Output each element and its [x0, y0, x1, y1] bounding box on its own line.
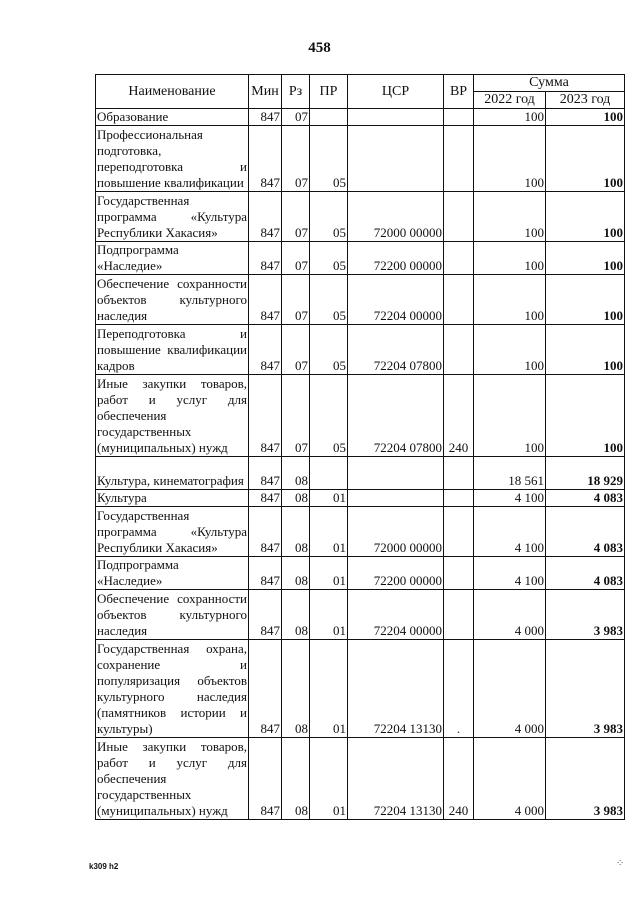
cell-2023: 3 983: [546, 640, 625, 738]
cell-csr: 72204 07800: [348, 325, 444, 375]
header-year-2022: 2022 год: [474, 92, 546, 109]
cell-name: Подпрограмма «Наследие»: [96, 557, 249, 590]
cell-name: Государственная программа «Культура Республики Хакасия»: [97, 193, 247, 240]
cell-2023: 100: [546, 242, 625, 275]
cell-2023: 100: [546, 375, 625, 457]
header-csr: ЦСР: [348, 75, 444, 109]
table-row: [96, 192, 625, 242]
header-vr: ВР: [444, 75, 474, 109]
cell-vr: [444, 126, 474, 192]
cell-vr: [444, 590, 474, 640]
table-row: [96, 590, 625, 640]
cell-rz: 08: [282, 557, 310, 590]
cell-2022: 4 000: [474, 640, 546, 738]
cell-pr: 01: [310, 640, 348, 738]
cell-vr: [444, 109, 474, 126]
cell-rz: 08: [282, 738, 310, 820]
cell-vr: [444, 507, 474, 557]
cell-2022: 100: [474, 275, 546, 325]
table-row: [96, 640, 625, 738]
cell-csr: 72204 00000: [348, 590, 444, 640]
cell-name: Образование: [96, 109, 249, 126]
cell-pr: [310, 109, 348, 126]
cell-csr: 72200 00000: [348, 557, 444, 590]
cell-2022: 18 561: [474, 457, 546, 490]
cell-2022: 100: [474, 242, 546, 275]
cell-vr: [444, 242, 474, 275]
cell-pr: 05: [310, 126, 348, 192]
cell-vr: [444, 275, 474, 325]
cell-pr: 01: [310, 557, 348, 590]
cell-rz: 07: [282, 109, 310, 126]
cell-rz: 07: [282, 192, 310, 242]
cell-name: Иные закупки товаров, работ и услуг для обеспечения государственных (муниципальных) нужд: [97, 739, 247, 818]
table-row: [96, 457, 625, 490]
cell-2023: 100: [546, 109, 625, 126]
cell-2022: 100: [474, 325, 546, 375]
cell-2022: 4 100: [474, 490, 546, 507]
page-number: 458: [308, 40, 331, 56]
cell-2022: 100: [474, 375, 546, 457]
cell-min: 847: [249, 590, 282, 640]
cell-pr: 05: [310, 375, 348, 457]
cell-csr: [348, 457, 444, 490]
cell-2023: 3 983: [546, 590, 625, 640]
cell-vr: [444, 557, 474, 590]
cell-pr: 01: [310, 490, 348, 507]
cell-rz: 08: [282, 507, 310, 557]
table-row: [96, 738, 625, 820]
corner-mark: ⁘: [616, 858, 625, 869]
cell-2022: 100: [474, 109, 546, 126]
cell-min: 847: [249, 109, 282, 126]
cell-2022: 4 000: [474, 590, 546, 640]
cell-csr: [348, 490, 444, 507]
cell-vr: [444, 490, 474, 507]
cell-name: Обеспечение сохранности объектов культурного наследия: [97, 276, 247, 323]
cell-min: 847: [249, 507, 282, 557]
table-row: [96, 126, 625, 192]
cell-csr: [348, 109, 444, 126]
cell-vr: .: [444, 640, 474, 738]
header-name: Наименование: [96, 75, 249, 109]
cell-pr: 01: [310, 507, 348, 557]
cell-pr: 05: [310, 275, 348, 325]
cell-pr: 01: [310, 590, 348, 640]
cell-rz: 07: [282, 325, 310, 375]
header-pr: ПР: [310, 75, 348, 109]
cell-csr: 72204 13130: [348, 738, 444, 820]
budget-table: [95, 74, 625, 820]
cell-min: 847: [249, 126, 282, 192]
cell-min: 847: [249, 275, 282, 325]
cell-name: Государственная охрана, сохранение и популяризация объектов культурного наследия (памятников истории и культуры): [97, 641, 247, 736]
header-rz: Рз: [282, 75, 310, 109]
cell-min: 847: [249, 325, 282, 375]
cell-pr: [310, 457, 348, 490]
cell-min: 847: [249, 457, 282, 490]
cell-name: Переподготовка и повышение квалификации кадров: [97, 326, 247, 373]
cell-2022: 4 100: [474, 557, 546, 590]
cell-name: Профессиональная подготовка, переподготовка и повышение квалификации: [97, 127, 247, 190]
cell-2022: 4 100: [474, 507, 546, 557]
cell-2023: 100: [546, 192, 625, 242]
cell-name: Обеспечение сохранности объектов культурного наследия: [97, 591, 247, 638]
cell-pr: 05: [310, 325, 348, 375]
cell-min: 847: [249, 490, 282, 507]
table-body: [96, 109, 625, 820]
header-min: Мин: [249, 75, 282, 109]
footer-code: k309 h2: [89, 862, 119, 871]
table-row: [96, 507, 625, 557]
table-row: [96, 325, 625, 375]
cell-rz: 08: [282, 457, 310, 490]
cell-min: 847: [249, 738, 282, 820]
cell-name: Культура: [96, 490, 249, 507]
header-year-2023: 2023 год: [546, 92, 625, 109]
cell-min: 847: [249, 640, 282, 738]
cell-name: Подпрограмма «Наследие»: [96, 242, 249, 275]
cell-pr: 05: [310, 192, 348, 242]
cell-2023: 100: [546, 126, 625, 192]
cell-name: Государственная программа «Культура Республики Хакасия»: [97, 508, 247, 555]
cell-csr: 72000 00000: [348, 192, 444, 242]
table-row: [96, 109, 625, 126]
cell-vr: [444, 325, 474, 375]
cell-vr: [444, 457, 474, 490]
cell-rz: 08: [282, 640, 310, 738]
cell-2023: 4 083: [546, 507, 625, 557]
cell-csr: 72000 00000: [348, 507, 444, 557]
cell-pr: 01: [310, 738, 348, 820]
cell-2022: 100: [474, 192, 546, 242]
cell-vr: 240: [444, 375, 474, 457]
cell-pr: 05: [310, 242, 348, 275]
cell-2023: 4 083: [546, 490, 625, 507]
cell-csr: [348, 126, 444, 192]
cell-2023: 3 983: [546, 738, 625, 820]
cell-min: 847: [249, 375, 282, 457]
cell-name: Культура, кинематография: [96, 457, 249, 490]
cell-vr: [444, 192, 474, 242]
cell-csr: 72200 00000: [348, 242, 444, 275]
cell-2022: 100: [474, 126, 546, 192]
cell-csr: 72204 13130: [348, 640, 444, 738]
cell-2023: 100: [546, 325, 625, 375]
table-row: [96, 275, 625, 325]
cell-2023: 100: [546, 275, 625, 325]
cell-rz: 07: [282, 242, 310, 275]
cell-rz: 08: [282, 490, 310, 507]
cell-rz: 08: [282, 590, 310, 640]
table-row: [96, 375, 625, 457]
table-row: [96, 490, 625, 507]
cell-2023: 4 083: [546, 557, 625, 590]
cell-csr: 72204 00000: [348, 275, 444, 325]
cell-min: 847: [249, 242, 282, 275]
cell-rz: 07: [282, 375, 310, 457]
cell-2022: 4 000: [474, 738, 546, 820]
table-row: [96, 242, 625, 275]
cell-rz: 07: [282, 126, 310, 192]
cell-min: 847: [249, 557, 282, 590]
cell-rz: 07: [282, 275, 310, 325]
cell-csr: 72204 07800: [348, 375, 444, 457]
cell-name: Иные закупки товаров, работ и услуг для обеспечения государственных (муниципальных) нужд: [97, 376, 247, 455]
cell-vr: 240: [444, 738, 474, 820]
table-row: [96, 557, 625, 590]
cell-2023: 18 929: [546, 457, 625, 490]
header-sum: Сумма: [474, 75, 625, 92]
cell-min: 847: [249, 192, 282, 242]
